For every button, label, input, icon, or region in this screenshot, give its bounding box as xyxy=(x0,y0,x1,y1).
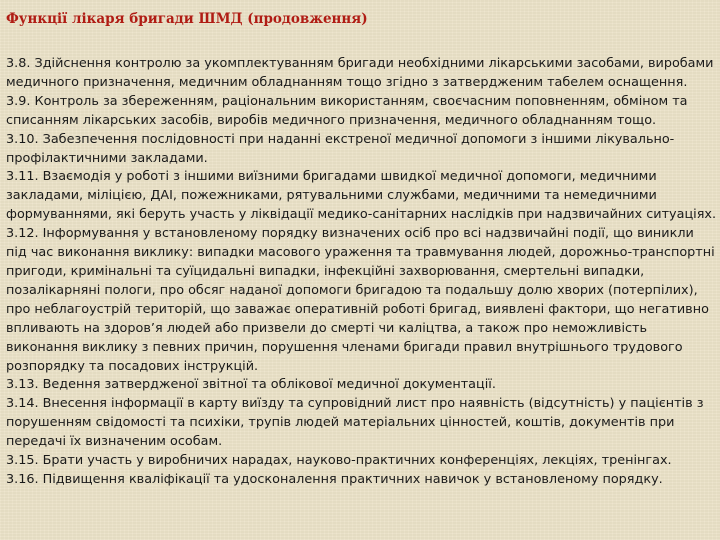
list-item-3-14: 3.14. Внесення інформації в карту виїзду та супровідний лист про наявність (відсутність) у пацієнтів з порушенням свідомості та психіки, трупів людей матеріальних цінностей, коштів, документів при передачі їх визначеним особам. xyxy=(6,396,704,450)
list-item-3-10: 3.10. Забезпечення послідовності при наданні екстреної медичної допомоги з іншими лікувально-профілактичними закладами. xyxy=(6,131,675,166)
list-item-3-11: 3.11. Взаємодія у роботі з іншими виїзними бригадами швидкої медичної допомоги, медичними закладами, міліцією, ДАІ, пожежниками, рятувальними службами, медичними та немедичними формуваннями, які беруть участь у ліквідації медико-санітарних наслідків при надзвичайних ситуаціях. xyxy=(6,169,717,223)
list-item-3-12: 3.12. Інформування у встановленому порядку визначених осіб про всі надзвичайні події, що виникли під час виконання виклику: випадки масового ураження та травмування людей, дорожньо-транспортні пригоди, кримінальні та суїцидальні випадки, інфекційні захворювання, смертельні випадки, позалікарняні пологи, про обсяг наданої допомоги бригадою та подальшу долю хворих (потерпілих), про неблагоустрій територій, що заважає оперативній роботі бригад, виявлені фактори, що негативно впливають на здоров’я людей або призвели до смерті чи каліцтва, а також про неможливість виконання виклику з певних причин, порушення членами бригади правил внутрішнього трудового розпорядку та посадових інструкцій. xyxy=(6,226,715,374)
list-item-3-15: 3.15. Брати участь у виробничих нарадах, науково-практичних конференціях, лекціях, тренінгах. xyxy=(6,453,672,469)
slide-title: Функції лікаря бригади ШМД (продовження) xyxy=(6,11,368,27)
list-item-3-8: 3.8. Здійснення контролю за укомплектуванням бригади необхідними лікарськими засобами, виробами медичного призначення, медичним обладнанням тощо згідно з затвердженим табелем оснащення. xyxy=(6,56,714,90)
list-item-3-16: 3.16. Підвищення кваліфікації та удосконалення практичних навичок у встановленому порядку. xyxy=(6,471,663,487)
list-item-3-9: 3.9. Контроль за збереженням, раціональним використанням, своєчасним поповненням, обміном та списанням лікарських засобів, виробів медичного призначення, медичного обладнанням тощо. xyxy=(6,93,688,128)
list-item-3-13: 3.13. Ведення затвердженої звітної та облікової медичної документації. xyxy=(6,377,496,393)
slide-body xyxy=(6,55,718,490)
